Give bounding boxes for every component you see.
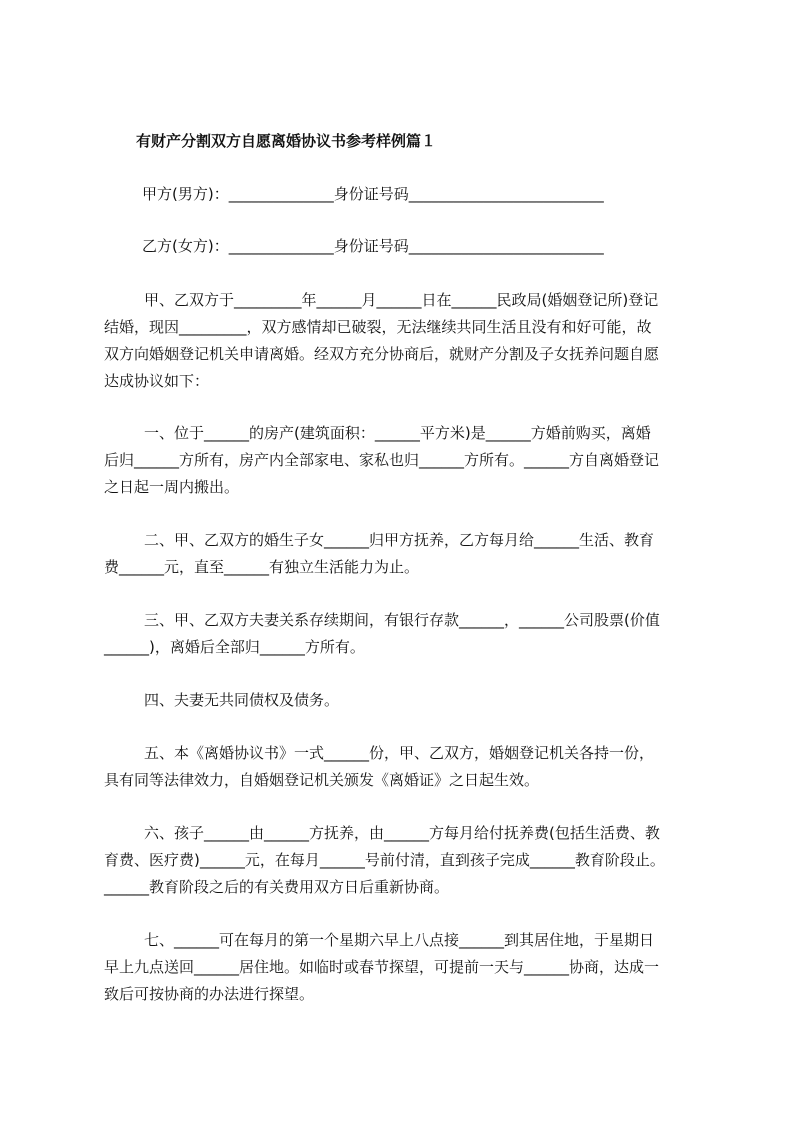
clause-6-line-2: 育费、医疗费)______元，在每月______号前付清，直到孩子完成______教育阶段止。 [104,851,665,869]
clause-6-paragraph [104,820,704,901]
clause-1-line-1: 一、位于______的房产(建筑面积：______平方米)是______方婚前购买，离婚 [144,424,651,442]
clause-7-line-2: 早上九点送回______居住地。如临时或春节探望，可提前一天与______协商，达成一 [104,958,660,976]
clause-2-line-2: 费______元，直至______有独立生活能力为止。 [104,558,420,576]
clause-7-line-3: 致后可按协商的办法进行探望。 [104,985,315,1003]
clause-5-line-2: 具有同等法律效力，自婚姻登记机关颁发《离婚证》之日起生效。 [104,771,540,789]
clause-7-line-1: 七、______可在每月的第一个星期六早上八点接______到其居住地，于星期日 [144,931,655,949]
clause-2-paragraph [104,527,704,581]
clause-3-line-2: ______)，离婚后全部归______方所有。 [104,638,365,656]
clause-1-line-3: 之日起一周内搬出。 [104,478,240,496]
clause-6-line-1: 六、孩子______由______方抚养，由______方每月给付抚养费(包括生活费、教 [144,824,660,842]
party-a-line: 甲方(男方)：______________身份证号码__________________________ [142,185,604,203]
clause-6-line-3: ______教育阶段之后的有关费用双方日后重新协商。 [104,878,450,896]
clause-3-line-1: 三、甲、乙双方夫妻关系存续期间，有银行存款______，______公司股票(价值 [144,611,660,629]
clause-3-paragraph [104,607,704,661]
intro-line-2: 结婚，现因_________，双方感情却已破裂，无法继续共同生活且没有和好可能，故 [104,318,652,336]
party-b-line: 乙方(女方)：______________身份证号码__________________________ [142,237,604,255]
intro-line-1: 甲、乙双方于_________年______月______日在______民政局(婚姻登记所)登记 [144,291,659,309]
document-title: 有财产分割双方自愿离婚协议书参考样例篇１ [136,132,437,150]
clause-7-paragraph [104,927,704,1008]
clause-5-paragraph [104,740,704,794]
clause-1-line-2: 后归______方所有，房产内全部家电、家私也归______方所有。______方自离婚登记 [104,451,660,469]
clause-2-line-1: 二、甲、乙双方的婚生子女______归甲方抚养，乙方每月给______生活、教育 [144,531,655,549]
clause-4-line-1: 四、夫妻无共同债权及债务。 [144,691,340,709]
clause-4-paragraph [104,687,704,714]
clause-1-paragraph [104,420,704,501]
intro-paragraph [104,287,704,395]
intro-line-3: 双方向婚姻登记机关申请离婚。经双方充分协商后，就财产分割及子女抚养问题自愿 [104,345,660,363]
clause-5-line-1: 五、本《离婚协议书》一式______份，甲、乙双方，婚姻登记机关各持一份， [144,744,655,762]
intro-line-4: 达成协议如下： [104,372,210,390]
